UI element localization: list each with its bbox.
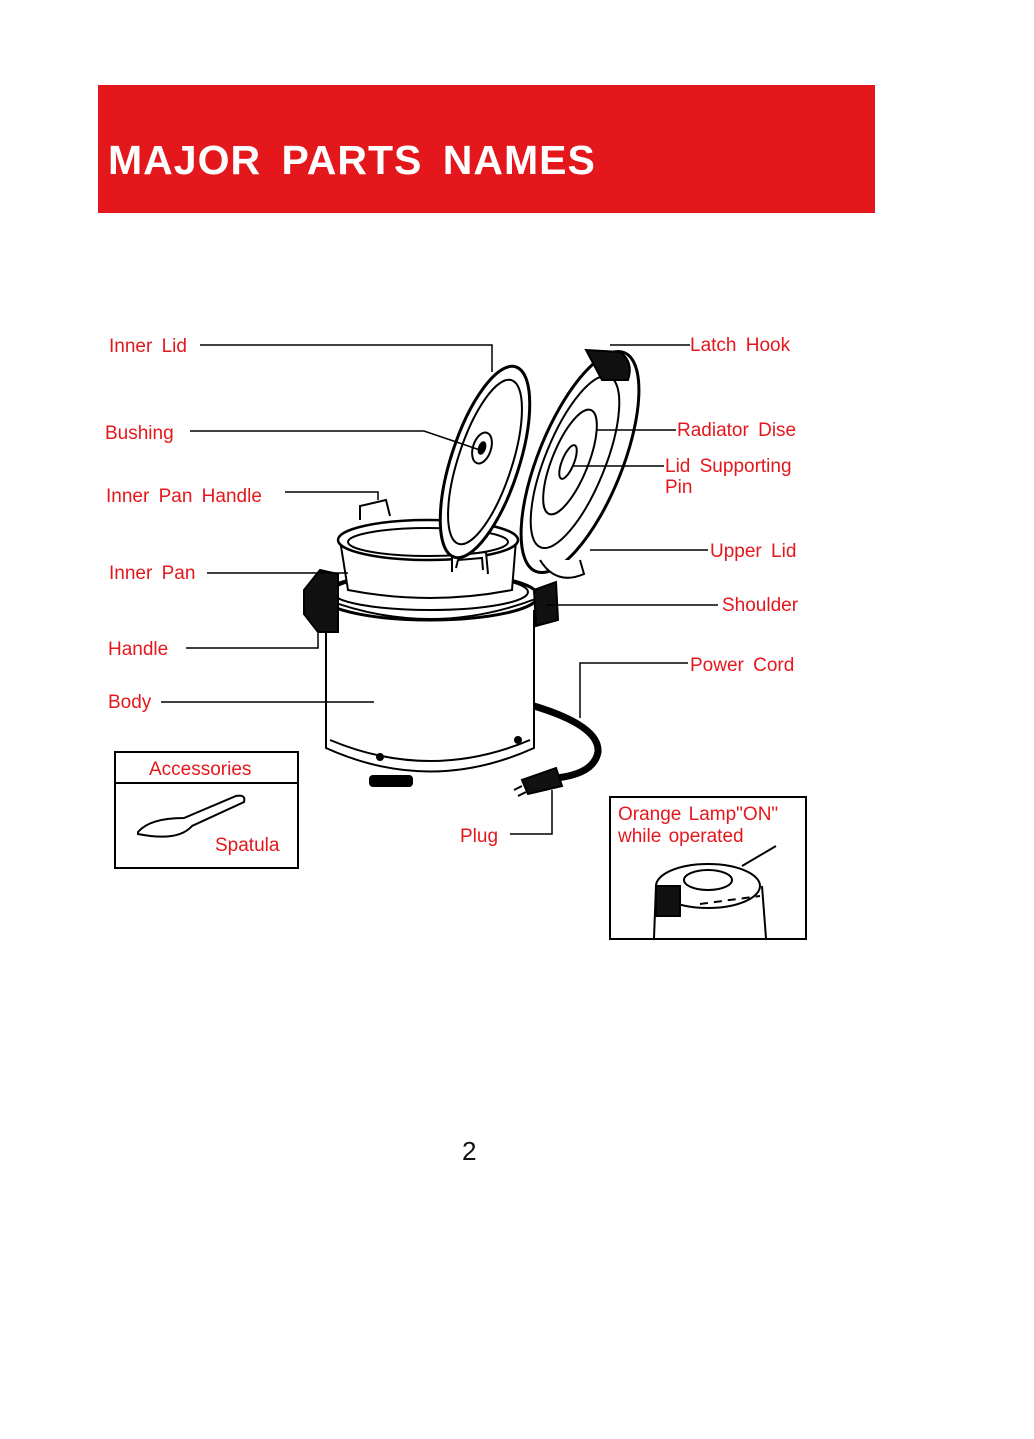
label-lid-supporting-pin-line2: Pin	[665, 477, 693, 498]
plug-shape	[522, 768, 562, 794]
power-cord-shape	[534, 706, 598, 778]
leader-handle	[186, 630, 318, 648]
label-upper-lid: Upper Lid	[710, 541, 797, 562]
body-shape	[326, 610, 534, 786]
label-inner-lid: Inner Lid	[109, 336, 187, 357]
label-plug: Plug	[460, 826, 499, 847]
accessories-title: Accessories	[149, 759, 252, 780]
label-radiator-dise: Radiator Dise	[677, 420, 797, 441]
spatula-shape	[138, 796, 244, 837]
label-latch-hook: Latch Hook	[690, 335, 791, 356]
label-bushing: Bushing	[105, 423, 174, 444]
leader-inner-lid	[200, 345, 492, 372]
left-handle-shape	[304, 570, 338, 632]
leader-inner-pan-handle	[285, 492, 378, 500]
lamp-note-line1: Orange Lamp"ON"	[618, 804, 779, 825]
label-power-cord: Power Cord	[690, 655, 795, 676]
label-lid-supporting-pin-line1: Lid Supporting	[665, 456, 792, 477]
label-inner-pan-handle: Inner Pan Handle	[106, 486, 262, 507]
leader-power-cord	[580, 663, 688, 718]
label-handle: Handle	[108, 639, 169, 660]
page-number: 2	[462, 1136, 477, 1166]
accessories-spatula: Spatula	[215, 835, 280, 856]
right-handle-shape	[534, 582, 558, 626]
label-body: Body	[108, 692, 152, 713]
leader-plug	[510, 790, 552, 834]
label-inner-pan: Inner Pan	[109, 563, 196, 584]
label-shoulder: Shoulder	[722, 595, 799, 616]
page-title: MAJOR PARTS NAMES	[108, 137, 596, 183]
lamp-note-line2: while operated	[618, 826, 744, 847]
leader-bushing	[190, 431, 480, 450]
